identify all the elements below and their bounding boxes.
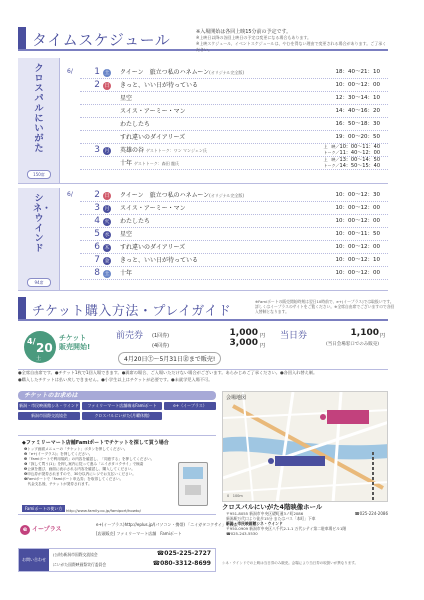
sale-start-label: チケット 販売開始! <box>59 334 91 351</box>
step: ❶トップ画面メニューの「チケット」ボタンを押してください。 <box>24 447 128 451</box>
yen-label: 円 <box>259 343 265 349</box>
footnote: シネ・ウインドでの上映は当日券のみ販売。会場により当日券の取扱いが異なります。 <box>222 561 359 565</box>
door-ticket-name: 当日券 <box>280 331 308 341</box>
showtime: 12：30～14：10 <box>335 95 380 101</box>
schedule-row <box>80 215 388 228</box>
schedule-row <box>80 228 388 241</box>
header-accent-bar <box>18 27 26 49</box>
schedule-row <box>80 157 388 170</box>
single-ticket-price: 1,000 <box>229 328 258 338</box>
film-title: スイス・アーミー・マン <box>120 205 186 212</box>
step: ❼Famiポートで「Famiポート申込券」を取得してください。 <box>24 477 124 481</box>
showtime: 10：00～12：00 <box>335 244 380 250</box>
film-title: きっと、いい日が待っている <box>120 257 199 264</box>
showtime: 10：00～12：30 <box>335 192 380 198</box>
four-ticket-label: (4回券) <box>152 343 170 349</box>
sale-start-badge: 4/ 20 土 <box>24 331 56 363</box>
weekday-badge: 木 <box>104 245 110 251</box>
venue-name: クロスパルにいがた4階映像ホール <box>222 503 323 511</box>
door-ticket-price: 1,100 <box>350 328 379 338</box>
film-title: わたしたち <box>120 218 151 225</box>
schedule-row <box>80 144 388 157</box>
row-day: 2 <box>94 80 100 90</box>
advance-ticket-name: 前売券 <box>116 331 144 341</box>
weekday-badge: 日 <box>104 83 110 89</box>
row-day: 2 <box>94 190 100 200</box>
row-day: 4 <box>94 216 100 226</box>
ticket-prices <box>18 325 388 370</box>
weekday-badge: 火 <box>104 219 110 225</box>
showtime: 10：00～12：00 <box>335 270 380 276</box>
film-title: クイーン 旅立つ私のハネムーン(オリジナル完全版) <box>120 69 245 76</box>
fami-store-line: [店頭販売] ファミリーマート店舗 Famiポート <box>96 531 182 536</box>
showtime: 18：40～21：10 <box>335 69 380 75</box>
weekday-badge: 日 <box>104 193 110 199</box>
weekday-badge: 土 <box>104 70 110 76</box>
venue-tab <box>18 58 60 183</box>
film-title: 十年 <box>120 270 133 277</box>
showtime: 10：00～11：50 <box>335 231 380 237</box>
step: ❹「探して買う(1)」を押し案内に従って進み「ニイガタコクサイ」で検索 <box>24 462 144 466</box>
step: ❸「Famiポートで利用規約」の内容を確認し、「同意する」を押してください。 <box>24 457 155 461</box>
schedule-row <box>80 267 388 280</box>
schedule-row <box>67 189 388 202</box>
howto-url-label: Famiポートの使い方 <box>22 505 65 512</box>
ticket-cautions <box>18 370 388 383</box>
venue-tab <box>18 188 60 290</box>
film-title: わたしたち <box>120 121 151 128</box>
door-ticket-note: (当日会場窓口でのみ販売) <box>326 342 380 347</box>
row-day: 3 <box>94 145 100 155</box>
weekday-badge: 土 <box>104 271 110 277</box>
four-ticket-price: 3,000 <box>229 338 258 348</box>
seat-badge: 150席 <box>27 170 51 179</box>
row-day: 5 <box>94 229 100 239</box>
yen-label: 円 <box>259 333 265 339</box>
schedule-row <box>80 131 388 144</box>
showtime: 上 映／13：00～14：50 トーク／14：50～15：40 <box>323 157 380 169</box>
eplus-info <box>18 519 238 541</box>
famiport-title: ◆ファミリーマート店舗Famiポートでチケットを探して買う場合 <box>22 440 169 446</box>
weekday-badge: 月 <box>104 206 110 212</box>
howto-url-link[interactable]: http://www.family.co.jp/famiport/howto/ <box>66 508 141 513</box>
venue-map <box>222 391 388 502</box>
seat-badge: 94席 <box>27 278 51 287</box>
schedule-title: タイムスケジュール <box>32 31 171 49</box>
schedule-notes <box>196 29 388 53</box>
sale-period: 4月20日㊏～5月31日㊎まで販売! <box>118 352 221 365</box>
row-day: 3 <box>94 203 100 213</box>
showtime: 19：00～20：50 <box>335 134 380 140</box>
schedule-row <box>80 79 388 92</box>
schedule-row <box>80 254 388 267</box>
venue-name: クロスパルにいがた <box>34 64 44 154</box>
schedule-note: ※上映日以降の各回上映日の予定は変更になる場合もあります。 <box>196 35 312 40</box>
outlet-chip[interactable]: ファミリーマート店舗端末Famiポート <box>82 402 162 410</box>
weekday-badge: 月 <box>104 148 110 154</box>
film-title: すれ違いのダイアリーズ <box>120 134 186 141</box>
film-title: 十年 ゲストトーク：森田 龍氏 <box>120 160 180 167</box>
famiport-machine-icon <box>178 462 208 506</box>
venue-schedule-cinewind <box>18 188 388 291</box>
step: 代金支払後、チケットが発券されます。 <box>24 482 92 486</box>
film-title: クイーン 旅立つ私のハネムーン(オリジナル完全版) <box>120 192 245 199</box>
tickets-note: ※Famiポートの販売開始時刻は翌日10時前で、e+(イープラス)では取扱いです。詳しくはイープラスのサイトをご覧ください。※全席自由席でございますので各回入替制となります。 <box>255 299 395 315</box>
showtime: 10：00～12：00 <box>335 218 380 224</box>
schedule-row <box>80 92 388 105</box>
contact-phone[interactable]: ☎025-225-2727 <box>156 550 211 557</box>
famiport-guide <box>18 435 216 515</box>
schedule-note: ※入場開始は各回上映15分前の予定です。 <box>196 29 292 35</box>
showtime: 10：00～12：00 <box>335 205 380 211</box>
eplus-url[interactable]: e+(イープラス)http://eplus.jp/(パソコン・携帯) 「ニイガタコクサイ」で検索 <box>96 522 238 527</box>
venue-name: シネ・ウインド <box>33 194 52 254</box>
famiport-steps <box>24 447 172 487</box>
venue-address: 〒951-8055 新潟市中央区礎町通3ノ町2086 新潟駅万代口より徒歩15分 またはバス「本町」下車 新潟・市民映画館シネ・ウインド 〒950-0909 新潟市中央区八千代2-1-1 万代シテイ第二駐車場ビル1階 ☎025-243-5530 <box>226 511 347 536</box>
weekday-badge: 金 <box>104 258 110 264</box>
contact-head: お問い合わせ <box>19 549 49 571</box>
film-title: スイス・アーミー・マン <box>120 108 186 115</box>
howto-banner: チケットのお求めは <box>18 391 216 400</box>
contact-box <box>18 548 216 572</box>
showtime: 10：00～12：00 <box>335 82 380 88</box>
weekday-badge: 水 <box>104 232 110 238</box>
schedule-row <box>80 118 388 131</box>
eplus-logo-icon: e <box>20 525 30 535</box>
map-scale: 0 100m <box>227 494 243 498</box>
outlet-chip[interactable]: 新潟市国際交流協会 <box>18 412 80 420</box>
film-title: すれ違いのダイアリーズ <box>120 244 186 251</box>
tickets-title: チケット購入方法・プレイガイド <box>32 304 232 319</box>
film-title: 英雄の谷 ゲストトーク：ワン マンジェン氏 <box>120 147 207 154</box>
row-day: 8 <box>94 268 100 278</box>
step: ❻申込券が発券されますので、30分以内にレジでお支払いください。 <box>24 472 136 476</box>
single-ticket-label: (1回券) <box>152 333 170 339</box>
film-title: 星空 <box>120 95 133 102</box>
caution-line: ●全席自由席です。●チケット1枚で1回入場できます。●満席の場合、ご入場いただけない場合がございます。あらかじめご了承ください。●各回入れ替え制。 <box>18 370 318 375</box>
showtime: 上 映／10：00～11：40 トーク／11：40～12：00 <box>323 144 380 156</box>
contact-phone[interactable]: ☎080-3312-8699 <box>152 560 211 567</box>
row-month: 6/ <box>67 68 73 75</box>
schedule-row <box>80 202 388 215</box>
schedule-row <box>67 66 388 79</box>
outlet-chip[interactable]: e+（イープラス） <box>164 402 216 410</box>
map-drawing <box>223 392 388 502</box>
showtime: 10：00～12：10 <box>335 257 380 263</box>
film-title: きっと、いい日が待っている <box>120 82 199 89</box>
header-accent-bar <box>18 297 26 319</box>
showtime: 16：50～18：30 <box>335 121 380 127</box>
schedule-row <box>80 105 388 118</box>
map-label: 会場地図 <box>226 395 247 401</box>
yen-label: 円 <box>379 333 385 339</box>
row-month: 6/ <box>67 191 73 198</box>
schedule-row <box>80 241 388 254</box>
venue-schedule-crosspal <box>18 58 388 184</box>
row-day: 6 <box>94 242 100 252</box>
row-day: 7 <box>94 255 100 265</box>
outlet-chip[interactable]: クロスパルにいがた(月曜休館) <box>82 412 162 420</box>
film-title: 星空 <box>120 231 133 238</box>
step: ❺公演を選び、画面に表示される内容を確認し、購入してください。 <box>24 467 135 471</box>
schedule-header <box>18 28 388 51</box>
row-day: 1 <box>94 67 100 77</box>
schedule-note: ※上映スケジュール、イベントスケジュールは、やむを得ない理由で変更される場合があります。ご了承ください。 <box>196 41 387 52</box>
eplus-name: イープラス <box>32 526 62 533</box>
venue-tel: ☎025-224-2086 <box>354 511 388 516</box>
step: ❷「e+(イープラス)」を押してください。 <box>24 452 93 456</box>
contact-org: (公財)新潟市国際交流協会 <box>53 552 98 557</box>
contact-org: にいがた国際映画祭実行委員会 <box>53 562 107 567</box>
showtime: 14：40～16：20 <box>335 108 380 114</box>
caution-line: ●購入したチケットは払い戻しできません。●小学生以上はチケットが必要です。●未就学児入場不可。 <box>18 376 213 382</box>
outlet-chip[interactable]: 新潟・市民映画館シネ・ウインド <box>19 403 79 408</box>
